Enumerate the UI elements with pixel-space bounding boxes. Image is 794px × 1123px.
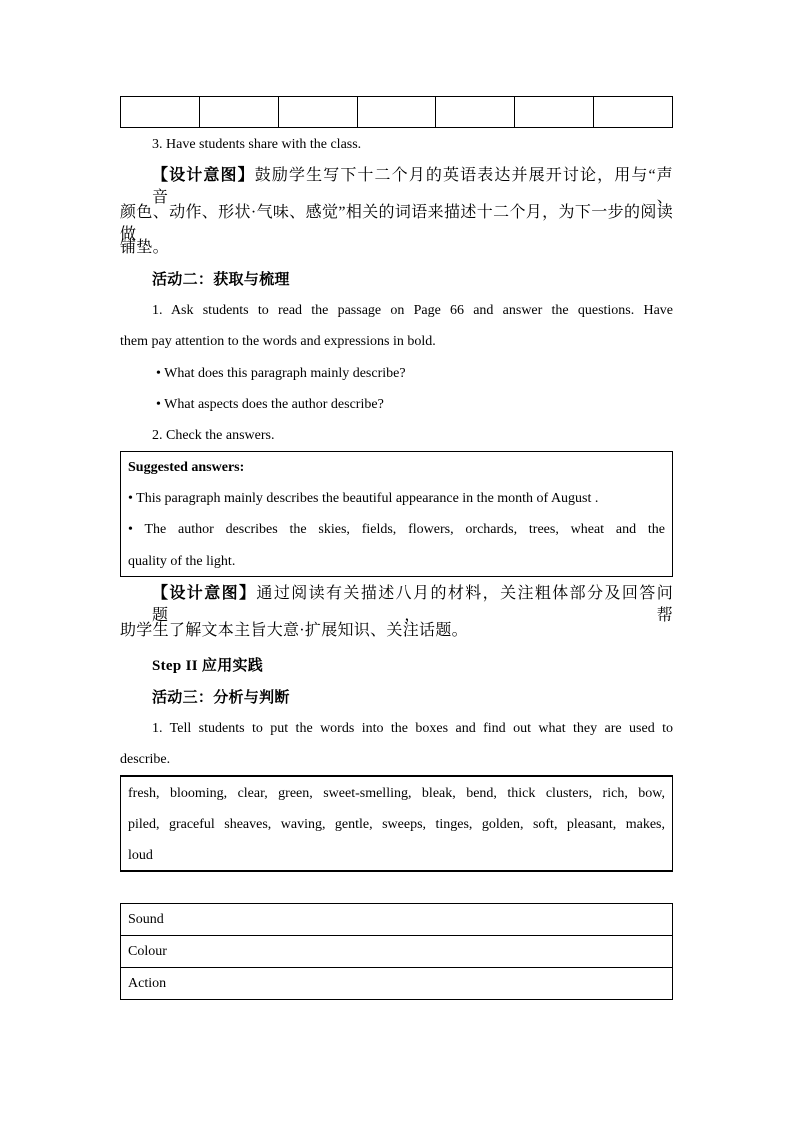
category-action: Action xyxy=(121,968,673,1000)
answer-2-line1: • The author describes the skies, fields, flowers, orchards, trees, wheat and the xyxy=(128,522,665,537)
table-cell xyxy=(357,97,436,128)
table-cell xyxy=(121,97,200,128)
design-intent-2-line2: 助学生了解文本主旨大意·扩展知识、关注话题。 xyxy=(120,622,468,639)
step2-heading: Step II 应用实践 xyxy=(152,658,264,674)
word-bank-line1: fresh, blooming, clear, green, sweet-smelling, bleak, bend, thick clusters, rich, bow, xyxy=(128,786,665,801)
question-1: • What does this paragraph mainly describe? xyxy=(156,366,406,381)
design-intent-label: 【设计意图】 xyxy=(152,167,255,184)
table-row xyxy=(121,936,673,968)
word-bank-line3: loud xyxy=(128,848,153,863)
activity3-item1-line2: describe. xyxy=(120,752,171,767)
table-row xyxy=(121,97,673,128)
table-cell xyxy=(515,97,594,128)
activity2-item2: 2. Check the answers. xyxy=(152,428,275,443)
design-intent-label: 【设计意图】 xyxy=(152,585,257,602)
design-intent-text: 鼓励学生写下十二个月的英语表达并展开讨论，用与“声音、 xyxy=(152,167,673,206)
activity3-heading: 活动三：分析与判断 xyxy=(152,690,290,706)
suggested-answers-title: Suggested answers: xyxy=(128,460,245,475)
question-2: • What aspects does the author describe? xyxy=(156,397,384,412)
activity2-item1-line2: them pay attention to the words and expressions in bold. xyxy=(120,334,436,349)
word-bank-line2: piled, graceful sheaves, waving, gentle, sweeps, tinges, golden, soft, pleasant, makes, xyxy=(128,817,665,832)
table-cell xyxy=(199,97,278,128)
table-cell xyxy=(594,97,673,128)
table-cell xyxy=(436,97,515,128)
design-intent-1-line2: 颜色、动作、形状·气味、感觉”相关的词语来描述十二个月，为下一步的阅读做 xyxy=(120,204,673,243)
table-row xyxy=(121,968,673,1000)
step1-item3: 3. Have students share with the class. xyxy=(152,137,362,152)
category-table xyxy=(120,903,673,1000)
category-colour: Colour xyxy=(121,936,673,968)
answer-1: • This paragraph mainly describes the beautiful appearance in the month of August . xyxy=(128,491,599,506)
suggested-answers-box xyxy=(120,451,673,577)
category-sound: Sound xyxy=(121,904,673,936)
table-cell xyxy=(278,97,357,128)
answer-2-line2: quality of the light. xyxy=(128,554,236,569)
blank-months-table xyxy=(120,96,673,128)
activity3-item1-line1: 1. Tell students to put the words into the boxes and find out what they are used to xyxy=(152,721,673,736)
word-bank-box xyxy=(120,775,673,872)
design-intent-text: 通过阅读有关描述八月的材料，关注粗体部分及回答问题，帮 xyxy=(152,585,673,624)
activity2-item1-line1: 1. Ask students to read the passage on Page 66 and answer the questions. Have xyxy=(152,303,673,318)
table-row xyxy=(121,904,673,936)
activity2-heading: 活动二：获取与梳理 xyxy=(152,272,290,288)
design-intent-1-line3: 铺垫。 xyxy=(120,239,169,256)
